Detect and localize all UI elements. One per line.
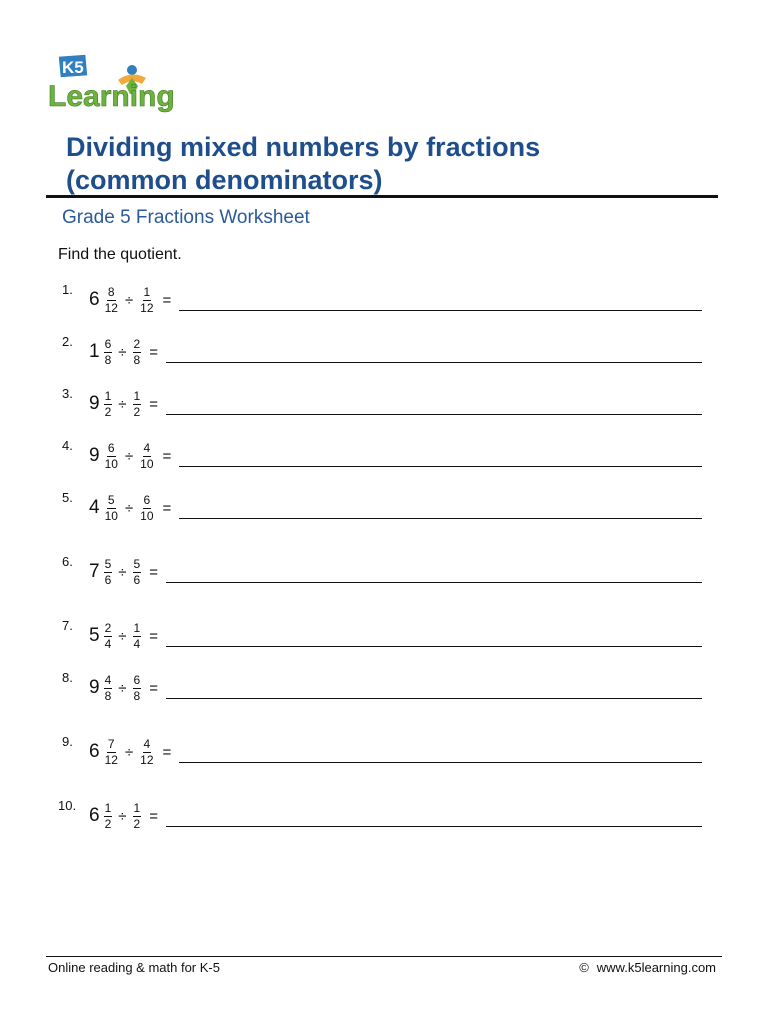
problem-expression [89, 735, 171, 769]
numerator: 1 [104, 388, 112, 403]
division-sign: ÷ [124, 499, 134, 517]
problem-1 [0, 282, 768, 322]
numerator: 5 [133, 556, 141, 571]
problem-expression [89, 283, 171, 317]
equals-sign: = [149, 807, 158, 825]
instructions: Find the quotient. [58, 246, 182, 263]
problem-2 [0, 334, 768, 374]
worksheet-title [66, 131, 706, 197]
denominator: 6 [133, 572, 141, 587]
answer-line[interactable] [179, 762, 702, 763]
numerator: 6 [107, 440, 115, 455]
division-sign: ÷ [118, 627, 127, 645]
numerator: 2 [133, 336, 141, 351]
numerator: 8 [107, 284, 115, 299]
problem-7 [0, 618, 768, 658]
divisor-fraction [139, 442, 154, 471]
denominator: 8 [104, 688, 112, 703]
equals-sign: = [162, 447, 172, 465]
dividend-fraction [104, 494, 119, 523]
problem-9 [0, 734, 768, 774]
numerator: 2 [104, 620, 112, 635]
answer-line[interactable] [166, 826, 702, 827]
problem-expression [89, 491, 171, 525]
dividend-fraction [104, 558, 113, 587]
problem-8 [0, 670, 768, 710]
numerator: 6 [133, 672, 141, 687]
division-sign: ÷ [118, 807, 127, 825]
denominator: 2 [133, 404, 141, 419]
whole-number: 1 [89, 341, 100, 362]
answer-line[interactable] [179, 310, 702, 311]
problem-number: 10. [58, 798, 77, 813]
problem-expression [89, 387, 158, 421]
whole-number: 9 [89, 677, 100, 698]
division-sign: ÷ [124, 447, 134, 465]
equals-sign: = [162, 291, 172, 309]
problem-3 [0, 386, 768, 426]
problem-5 [0, 490, 768, 530]
divisor-fraction [139, 494, 154, 523]
numerator: 1 [104, 800, 112, 815]
footer-url: www.k5learning.com [596, 960, 716, 975]
numerator: 1 [133, 800, 141, 815]
problem-number: 5. [62, 490, 73, 505]
whole-number: 6 [89, 289, 100, 310]
denominator: 8 [133, 688, 141, 703]
problem-number: 9. [62, 734, 73, 749]
problem-expression [89, 671, 158, 705]
divisor-fraction [133, 674, 142, 703]
answer-line[interactable] [179, 466, 702, 467]
denominator: 8 [133, 352, 141, 367]
problem-number: 7. [62, 618, 73, 633]
numerator: 1 [133, 388, 141, 403]
numerator: 7 [107, 736, 115, 751]
dividend-fraction [104, 390, 113, 419]
answer-line[interactable] [166, 362, 702, 363]
numerator: 5 [104, 556, 112, 571]
denominator: 12 [104, 752, 118, 767]
problem-number: 4. [62, 438, 73, 453]
numerator: 1 [133, 620, 141, 635]
whole-number: 5 [89, 625, 100, 646]
dividend-fraction [104, 442, 119, 471]
denominator: 10 [140, 508, 154, 523]
equals-sign: = [149, 343, 158, 361]
dividend-fraction [104, 674, 113, 703]
problem-10 [0, 798, 768, 838]
denominator: 10 [104, 508, 118, 523]
answer-line[interactable] [166, 698, 702, 699]
equals-sign: = [162, 743, 172, 761]
title-line-1: Dividing mixed numbers by fractions [66, 132, 541, 162]
denominator: 4 [104, 636, 112, 651]
denominator: 10 [104, 456, 118, 471]
logo-badge-text: K5 [62, 58, 84, 77]
denominator: 6 [104, 572, 112, 587]
footer-website [579, 960, 716, 975]
divisor-fraction [133, 802, 142, 831]
divisor-fraction [133, 558, 142, 587]
equals-sign: = [149, 395, 158, 413]
whole-number: 9 [89, 445, 100, 466]
k5-learning-logo [46, 50, 188, 114]
denominator: 8 [104, 352, 112, 367]
division-sign: ÷ [124, 743, 134, 761]
whole-number: 6 [89, 741, 100, 762]
numerator: 6 [104, 336, 112, 351]
whole-number: 6 [89, 805, 100, 826]
answer-line[interactable] [166, 414, 702, 415]
denominator: 12 [140, 300, 154, 315]
equals-sign: = [149, 679, 158, 697]
denominator: 2 [104, 816, 112, 831]
problem-number: 6. [62, 554, 73, 569]
denominator: 10 [140, 456, 154, 471]
problem-number: 3. [62, 386, 73, 401]
divisor-fraction [133, 390, 142, 419]
problem-expression [89, 555, 158, 589]
problem-6 [0, 554, 768, 594]
dividend-fraction [104, 338, 113, 367]
division-sign: ÷ [118, 395, 127, 413]
denominator: 2 [133, 816, 141, 831]
logo-wordmark: Learning [48, 80, 175, 113]
denominator: 12 [140, 752, 154, 767]
numerator: 4 [143, 736, 151, 751]
problem-4 [0, 438, 768, 478]
numerator: 6 [143, 492, 151, 507]
whole-number: 4 [89, 497, 100, 518]
division-sign: ÷ [118, 563, 127, 581]
problem-expression [89, 799, 158, 833]
footer-divider [46, 956, 722, 957]
divisor-fraction [133, 338, 142, 367]
denominator: 4 [133, 636, 141, 651]
numerator: 1 [143, 284, 151, 299]
denominator: 12 [104, 300, 118, 315]
dividend-fraction [104, 738, 119, 767]
equals-sign: = [162, 499, 172, 517]
equals-sign: = [149, 627, 158, 645]
numerator: 5 [107, 492, 115, 507]
equals-sign: = [149, 563, 158, 581]
numerator: 4 [104, 672, 112, 687]
whole-number: 7 [89, 561, 100, 582]
problem-expression [89, 619, 158, 653]
copyright-symbol: © [579, 960, 589, 975]
problem-number: 1. [62, 282, 73, 297]
divisor-fraction [139, 286, 154, 315]
footer-tagline: Online reading & math for K-5 [48, 960, 220, 975]
title-divider [46, 195, 718, 198]
worksheet-subtitle: Grade 5 Fractions Worksheet [62, 207, 310, 228]
division-sign: ÷ [124, 291, 134, 309]
problem-number: 8. [62, 670, 73, 685]
whole-number: 9 [89, 393, 100, 414]
denominator: 2 [104, 404, 112, 419]
dividend-fraction [104, 622, 113, 651]
dividend-fraction [104, 802, 113, 831]
division-sign: ÷ [118, 679, 127, 697]
problem-expression [89, 439, 171, 473]
answer-line[interactable] [179, 518, 702, 519]
k5-logo-graphic [46, 50, 188, 114]
divisor-fraction [133, 622, 142, 651]
title-line-2: (common denominators) [66, 165, 383, 195]
problem-expression [89, 335, 158, 369]
divisor-fraction [139, 738, 154, 767]
problem-number: 2. [62, 334, 73, 349]
division-sign: ÷ [118, 343, 127, 361]
dividend-fraction [104, 286, 119, 315]
answer-line[interactable] [166, 646, 702, 647]
answer-line[interactable] [166, 582, 702, 583]
numerator: 4 [143, 440, 151, 455]
